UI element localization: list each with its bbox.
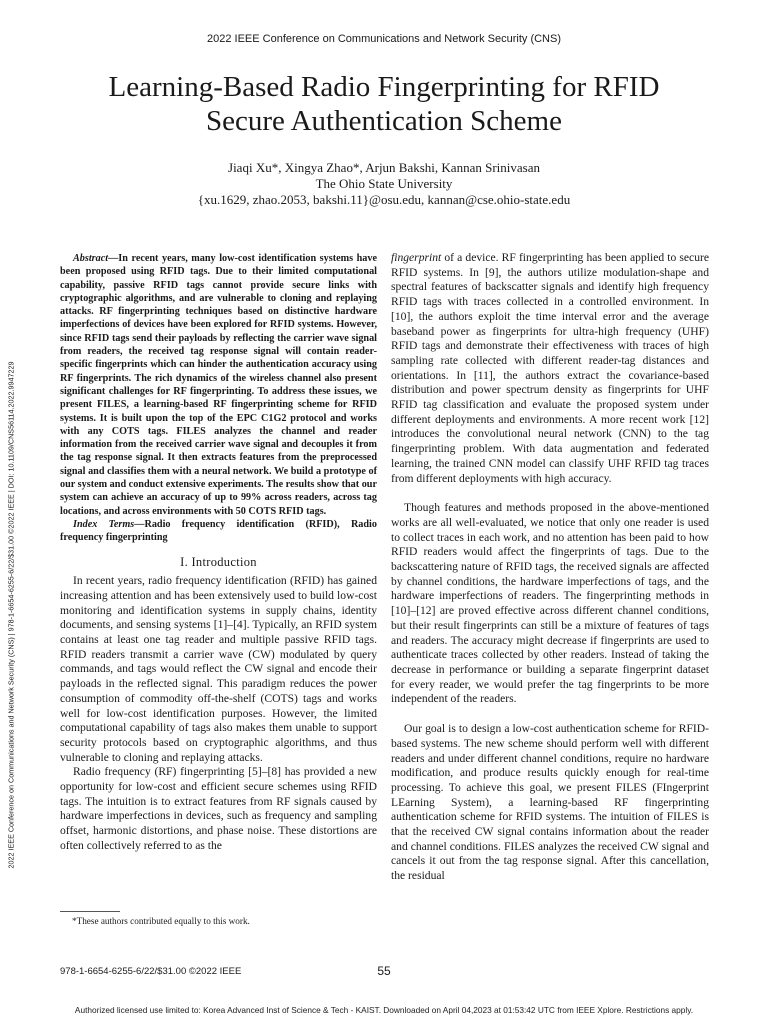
license-notice: Authorized licensed use limited to: Korea Advanced Inst of Science & Tech - KAIST. Downloaded on April 04,2023 at 01:53:42 UTC from IEEE Xplore. Restrictions apply.: [74, 1005, 694, 1015]
abstract-text: —In recent years, many low-cost identification systems have been proposed using RFID tags. Due to their limited computational capability, passive RFID tags cannot provide secure links with cryptographic algorithms, and are vulnerable to cloning and replaying attacks. RF fingerprinting techniques based on distinctive hardware imperfections of devices have been explored for RFID systems. However, since RFID tags send their payloads by reflecting the carrier wave signal from readers, the received tag response signal will contain reader-specific fingerprints which can hinder the authentication accuracy using RF fingerprints. The rich dynamics of the wireless channel also present significant challenges for RF fingerprinting. To address these issues, we present FILES, a learning-based RF fingerprinting scheme for RFID systems. It is built upon the top of the EPC C1G2 protocol and works with any COTS tags. FILES analyzes the channel and reader information from the received carrier wave signal and decouples it from the tag response signal. It then extracts features from the preprocessed signal and classifies them with a neural network. We build a prototype of our system and conduct extensive experiments. The results show that our system can achieve an accuracy of up to 99% across readers, across tag locations, and across environments with 50 COTS RFID tags.: [60, 253, 377, 517]
page-number: 55: [377, 964, 391, 978]
footnote: *These authors contributed equally to this work.: [72, 916, 250, 926]
right-column: [391, 251, 709, 884]
author-emails: {xu.1629, zhao.2053, bakshi.11}@osu.edu, kannan@cse.ohio-state.edu: [197, 192, 571, 207]
right-paragraph-2: Though features and methods proposed in the above-mentioned works are all well-evaluated, we notice that only one reader is used to collect traces in each work, and no attention has been paid to how RFID readers would affect the fingerprints of tags. Due to the backscattering nature of RFID tags, the received signals are affected by channel conditions, the hardware imperfections of tags, and the hardware imperfections of readers. The fingerprinting methods in [10]–[12] are proved effective across different channel conditions, but their result fingerprints can still be a mixture of features of tags and readers. The accuracy might decrease if fingerprints are used to authenticate traces collected by other readers. Instead of taking the decrease in performance or building a separate fingerprint dataset for every reader, we would prefer the tag fingerprints to be more independent of the readers.: [391, 501, 709, 706]
index-terms-label: Index Terms: [73, 518, 135, 530]
affiliation: The Ohio State University: [315, 176, 453, 191]
index-terms: [60, 518, 377, 545]
left-column: [60, 252, 377, 854]
right-paragraph-1-text: of a device. RF fingerprinting has been applied to secure RFID systems. In [9], the authors utilize modulation-shape and spectral features of backscatter signals and identify high frequency RFID tags with traces collected in a controlled environment. In [10], the authors exploit the time interval error and the average baseband power as fingerprints for ultra-high frequency (UHF) RFID tags and demonstrate their effectiveness with traces of high sampling rate collected with different reader-tag distances and orientations. In [11], the authors extract the covariance-based distribution and power spectrum density as fingerprints for UHF RFID tag classification and evaluate the proposed system under different deployments and environments. A more recent work [12] introduces the convolutional neural network (CNN) to the tag fingerprinting problem. With data augmentation and federated learning, the trained CNN model can classify UHF RFID tag traces from different deployments with high accuracy.: [391, 251, 709, 485]
intro-paragraph-1: In recent years, radio frequency identification (RFID) has gained increasing attention and has been extensively used to build low-cost monitoring and identification systems in supply chains, identity documents, and sensing systems [1]–[4]. Typically, an RFID system contains at least one tag reader and multiple passive RFID tags. RFID readers transmit a carrier wave (CW) modulated by query commands, and tags would reflect the CW signal and encode their payloads in the reflected signal. This paradigm reduces the power consumption of commodity off-the-shelf (COTS) tags and works well for low-cost identification purposes. However, the limited computational capability of tags also makes them unable to support security protocols based on cryptographic algorithms, and thus vulnerable to cloning and replaying attacks.: [60, 574, 377, 764]
abstract-label: Abstract: [73, 253, 109, 264]
title-line-2: Secure Authentication Scheme: [206, 105, 562, 137]
index-terms-text: —Radio frequency identification (RFID), Radio frequency fingerprinting: [60, 518, 377, 544]
author-block: [0, 160, 768, 208]
intro-paragraph-2: Radio frequency (RF) fingerprinting [5]–[8] has provided a new opportunity for low-cost and efficient secure schemes using RFID tags. The intuition is to extract features from RF signals caused by hardware imperfections in devices, such as frequency and sampling offset, harmonic distortions, and phase noise. These distortions are often collectively referred to as the: [60, 765, 377, 852]
right-paragraph-3: Our goal is to design a low-cost authentication scheme for RFID-based systems. The new scheme should perform well with different readers and under different channel conditions, require no hardware modification, and produce results quickly enough for real-time processing. To achieve this goal, we present FILES (FIngerprint LEarning System), a learning-based RF fingerprinting authentication scheme for RFID systems. The intuition of FILES is that the received CW signal contains information about the reader and channel conditions. FILES analyzes the received CW signal and cancels it out from the tag response signal. After this cancellation, the residual: [391, 722, 709, 883]
author-names: Jiaqi Xu*, Xingya Zhao*, Arjun Bakshi, Kannan Srinivasan: [228, 160, 540, 175]
abstract: [60, 252, 377, 518]
section-heading-introduction: I. Introduction: [180, 554, 257, 569]
conference-header: 2022 IEEE Conference on Communications and Network Security (CNS): [207, 33, 561, 45]
title-line-1: Learning-Based Radio Fingerprinting for RFID: [108, 71, 660, 103]
footnote-rule: [60, 911, 120, 912]
doi-sidebar-text: 2022 IEEE Conference on Communications and Network Security (CNS) | 978-1-6654-6255-6/22/$31.00 ©2022 IEEE | DOI: 10.1109/CNS56114.2022.9947229: [6, 361, 16, 869]
paper-title: [40, 70, 728, 138]
fingerprint-term: fingerprint: [391, 251, 442, 264]
footer-isbn: 978-1-6654-6255-6/22/$31.00 ©2022 IEEE: [60, 966, 242, 977]
right-paragraph-1: [391, 251, 709, 486]
doi-sidebar: [3, 285, 19, 945]
